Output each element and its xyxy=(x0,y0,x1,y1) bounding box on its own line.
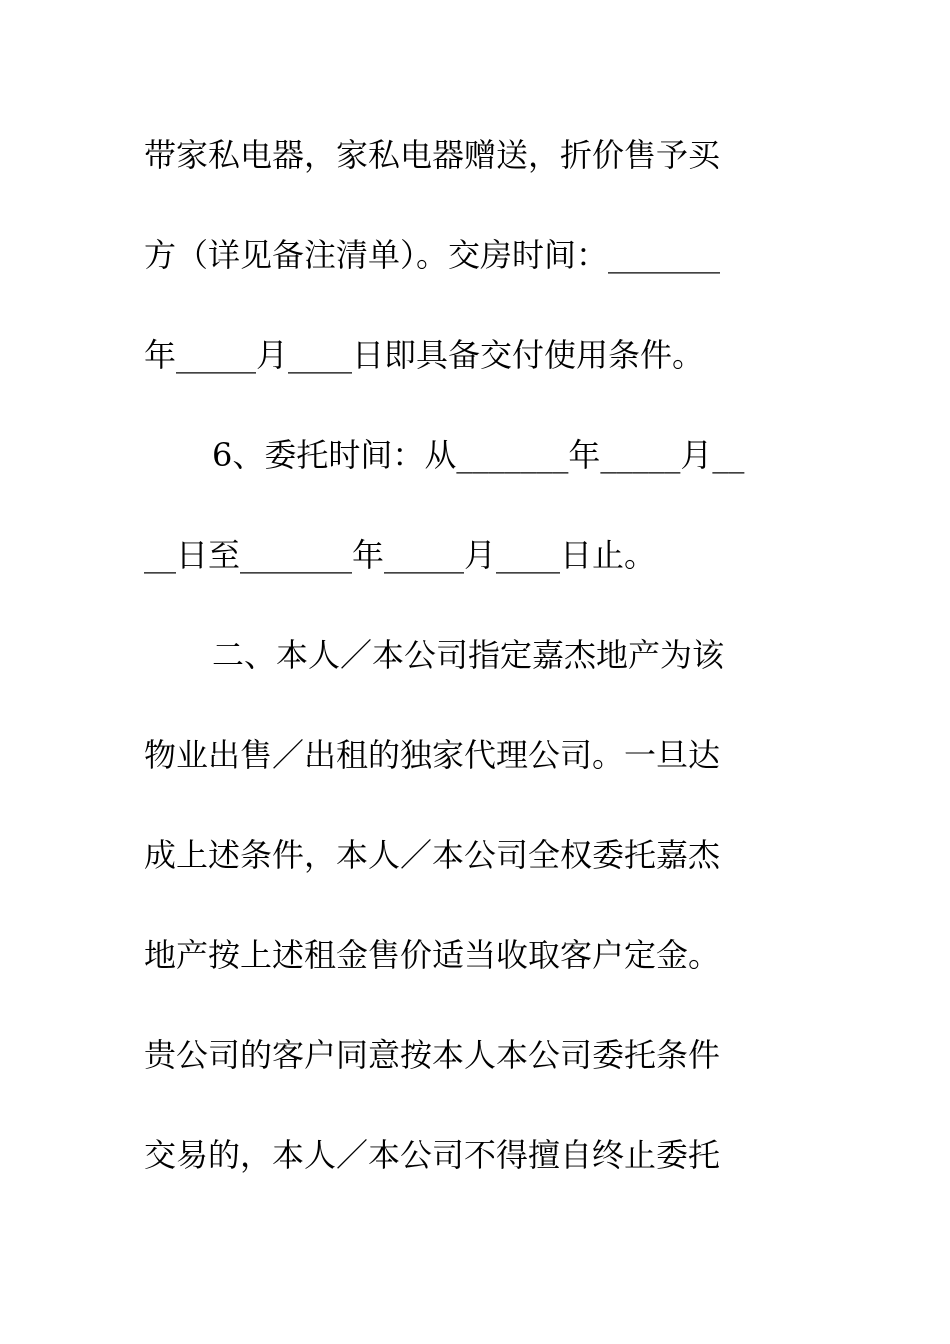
paragraph-line: 物业出售／出租的独家代理公司。一旦达 xyxy=(144,736,721,774)
paragraph-line: __日至_______年_____月____日止。 xyxy=(144,536,657,574)
paragraph-line: 贵公司的客户同意按本人本公司委托条件 xyxy=(144,1036,721,1074)
paragraph-line: 6、委托时间：从_______年_____月__ xyxy=(212,436,745,474)
paragraph-line: 二、本人／本公司指定嘉杰地产为该 xyxy=(212,636,725,674)
paragraph-line: 方（详见备注清单）。交房时间：_______ xyxy=(144,236,721,274)
paragraph-line: 带家私电器，家私电器赠送，折价售予买 xyxy=(144,136,721,174)
paragraph-line: 交易的，本人／本公司不得擅自终止委托 xyxy=(144,1136,721,1174)
paragraph-line: 年_____月____日即具备交付使用条件。 xyxy=(144,336,705,374)
paragraph-line: 成上述条件，本人／本公司全权委托嘉杰 xyxy=(144,836,721,874)
paragraph-line: 地产按上述租金售价适当收取客户定金。 xyxy=(144,936,721,974)
